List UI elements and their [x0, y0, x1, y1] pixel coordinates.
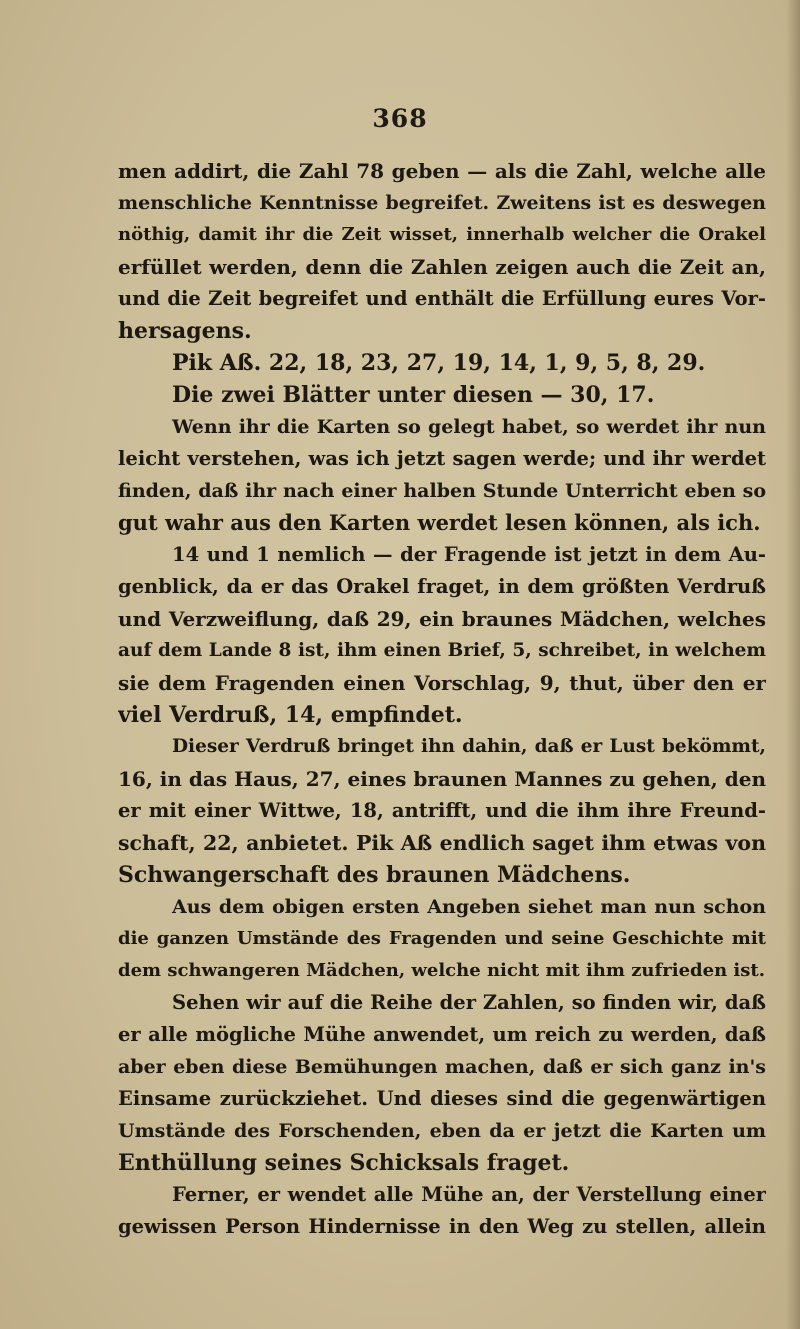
body-text [118, 155, 766, 1243]
text-line: Pik Aß. 22, 18, 23, 27, 19, 14, 1, 9, 5, 8, 29. [172, 350, 706, 376]
text-line: Einsame zurückziehet. Und dieses sind die gegenwärtigen [118, 1087, 766, 1110]
text-line: er alle mögliche Mühe anwendet, um reich zu werden, daß [118, 1023, 766, 1046]
text-line: auf dem Lande 8 ist, ihm einen Brief, 5, schreibet, in welchem [118, 640, 766, 661]
text-line: und Verzweiflung, daß 29, ein braunes Mädchen, welches [118, 607, 766, 631]
text-line: Enthüllung seines Schicksals fraget. [118, 1150, 570, 1176]
text-line: er mit einer Wittwe, 18, antrifft, und die ihm ihre Freund- [118, 799, 766, 822]
text-line: Wenn ihr die Karten so gelegt habet, so werdet ihr nun [172, 416, 766, 438]
text-line: Sehen wir auf die Reihe der Zahlen, so finden wir, daß [172, 991, 766, 1014]
text-line: leicht verstehen, was ich jetzt sagen werde; und ihr werdet [118, 447, 766, 470]
text-line: genblick, da er das Orakel fraget, in dem größten Verdruß [118, 575, 766, 598]
text-line: Schwangerschaft des braunen Mädchens. [118, 862, 631, 888]
text-line: und die Zeit begreifet und enthält die Erfüllung eures Vor- [118, 287, 766, 310]
text-line: gewissen Person Hindernisse in den Weg zu stellen, allein [118, 1215, 766, 1238]
text-line: Aus dem obigen ersten Angeben siehet man nun schon [172, 896, 766, 918]
text-line: 14 und 1 nemlich — der Fragende ist jetzt in dem Au- [172, 543, 766, 566]
page-number: 368 [372, 104, 428, 133]
text-line: die ganzen Umstände des Fragenden und seine Geschichte mit [118, 928, 766, 949]
text-line: 16, in das Haus, 27, eines braunen Mannes zu gehen, den [118, 767, 766, 791]
text-line: gut wahr aus den Karten werdet lesen können, als ich. [118, 510, 761, 535]
text-line: Ferner, er wendet alle Mühe an, der Verstellung einer [172, 1183, 766, 1206]
text-line: dem schwangeren Mädchen, welche nicht mit ihm zufrieden ist. [118, 960, 765, 981]
text-line: men addirt, die Zahl 78 geben — als die Zahl, welche alle [118, 159, 766, 183]
text-line: Umstände des Forschenden, eben da er jetzt die Karten um [118, 1120, 766, 1142]
text-line: aber eben diese Bemühungen machen, daß er sich ganz in's [118, 1056, 766, 1078]
text-line: sie dem Fragenden einen Vorschlag, 9, thut, über den er [118, 671, 766, 695]
text-line: finden, daß ihr nach einer halben Stunde Unterricht eben so [118, 480, 766, 502]
text-line: hersagens. [118, 318, 252, 344]
text-line: menschliche Kenntnisse begreifet. Zweitens ist es deswegen [118, 192, 766, 214]
text-line: schaft, 22, anbietet. Pik Aß endlich saget ihm etwas von [118, 831, 766, 855]
text-line: erfüllet werden, denn die Zahlen zeigen auch die Zeit an, [118, 255, 766, 279]
text-line: Die zwei Blätter unter diesen — 30, 17. [172, 382, 655, 408]
text-line: viel Verdruß, 14, empfindet. [118, 702, 463, 728]
page-edge-shadow [786, 0, 800, 1329]
text-line: Dieser Verdruß bringet ihn dahin, daß er Lust bekömmt, [172, 736, 766, 757]
text-line: nöthig, damit ihr die Zeit wisset, innerhalb welcher die Orakel [118, 224, 766, 245]
